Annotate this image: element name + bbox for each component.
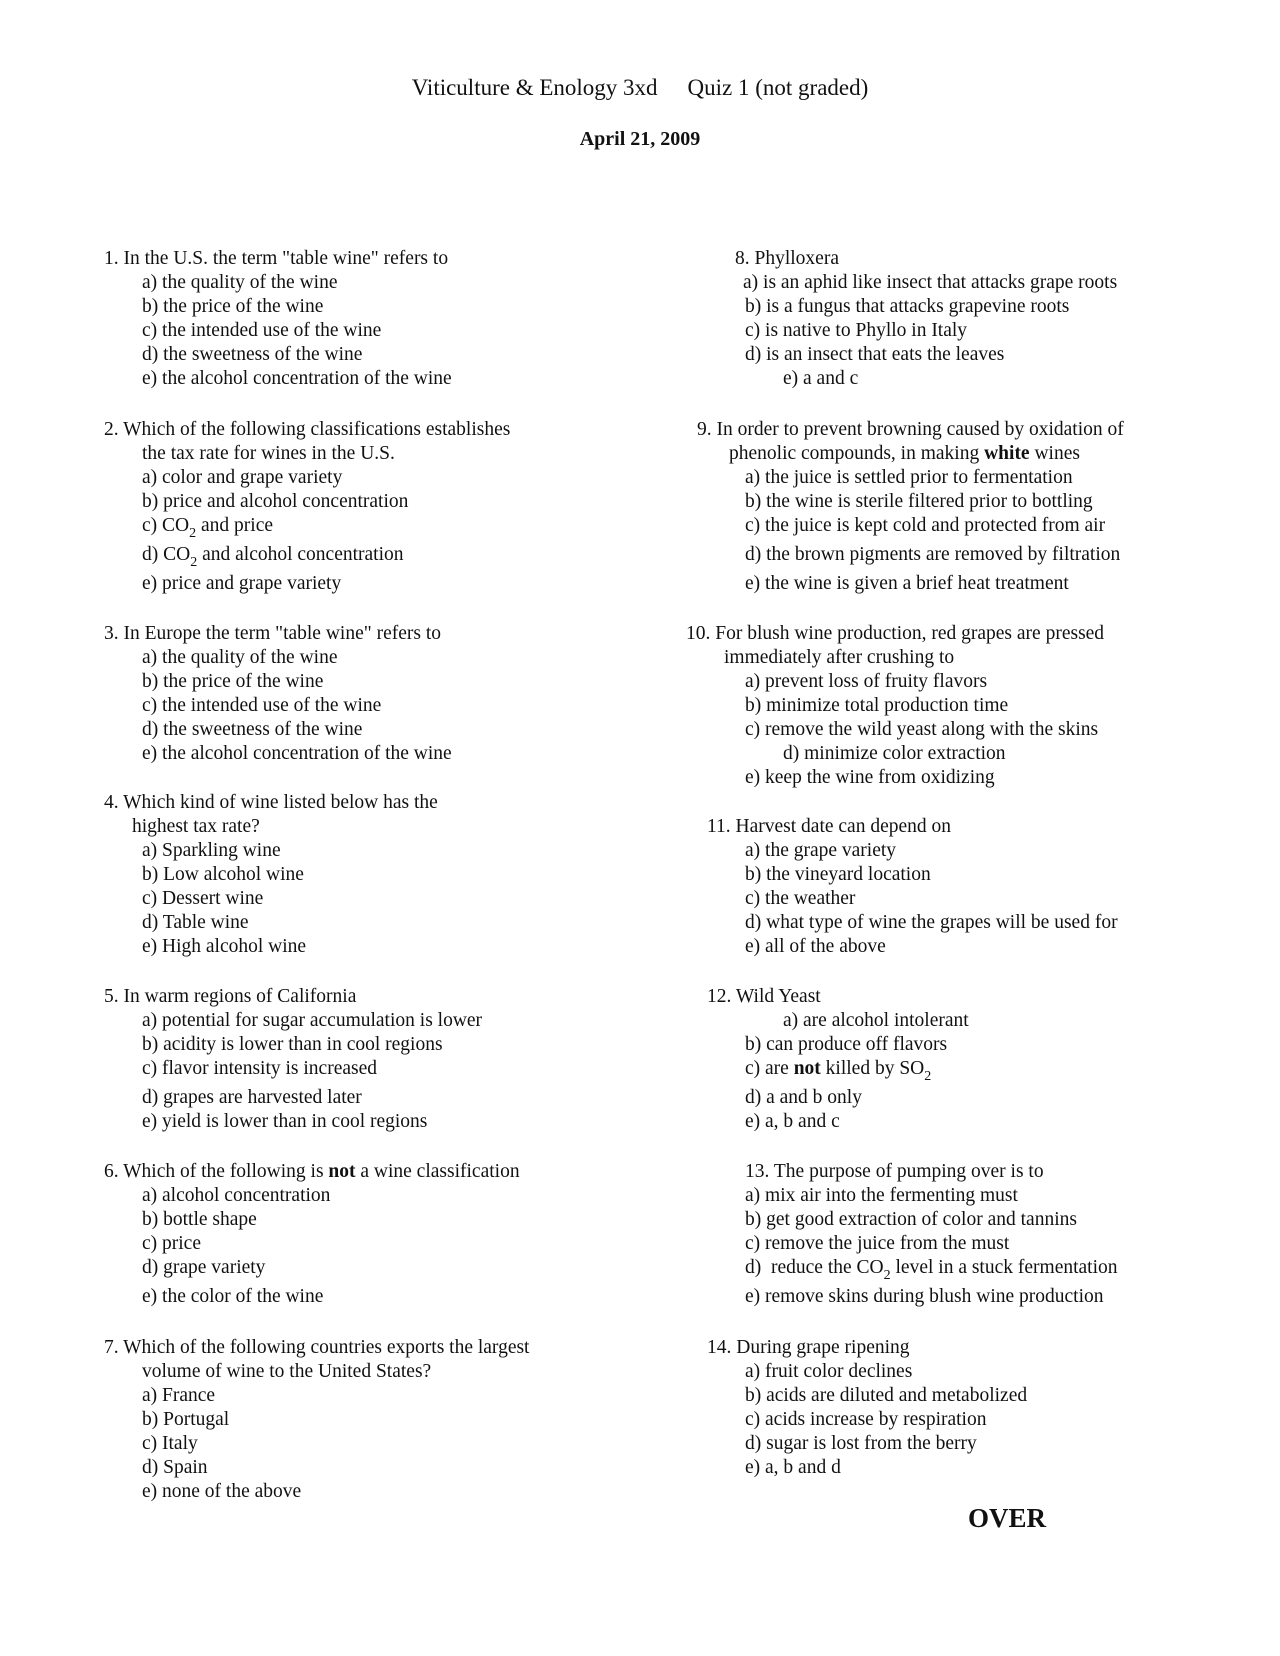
- answer-option: d) grapes are harvested later: [142, 1087, 362, 1108]
- question-stem: 3. In Europe the term "table wine" refers to: [104, 623, 442, 644]
- answer-option: d) the sweetness of the wine: [142, 719, 363, 740]
- answer-option: e) a and c: [783, 368, 859, 389]
- answer-option: b) can produce off flavors: [745, 1034, 948, 1055]
- question-stem: 7. Which of the following countries exports the largest: [104, 1337, 530, 1358]
- answer-option: b) price and alcohol concentration: [142, 491, 409, 512]
- answer-option: a) is an aphid like insect that attacks grape roots: [743, 272, 1118, 293]
- document-title: [0, 75, 1280, 101]
- answer-option: a) the juice is settled prior to fermentation: [745, 467, 1073, 488]
- question-6: [104, 1160, 520, 1309]
- answer-option: a) fruit color declines: [745, 1361, 913, 1382]
- answer-option: c) price: [142, 1233, 201, 1254]
- answer-option: d) a and b only: [745, 1087, 862, 1108]
- question-stem: 1. In the U.S. the term "table wine" refers to: [104, 248, 449, 269]
- answer-option: a) mix air into the fermenting must: [745, 1185, 1018, 1206]
- answer-option: b) the price of the wine: [142, 671, 324, 692]
- question-stem: 10. For blush wine production, red grapes are pressed: [686, 623, 1105, 644]
- answer-option: e) High alcohol wine: [142, 936, 307, 957]
- answer-option: e) the color of the wine: [142, 1286, 324, 1307]
- question-3: [104, 622, 452, 766]
- question-11: [707, 815, 1118, 959]
- answer-option: c) remove the wild yeast along with the skins: [745, 719, 1099, 740]
- question-9: [697, 418, 1124, 596]
- question-stem: 12. Wild Yeast: [707, 986, 821, 1007]
- answer-option: e) the wine is given a brief heat treatment: [745, 573, 1069, 594]
- answer-option: e) all of the above: [745, 936, 886, 957]
- question-14: [707, 1336, 1027, 1480]
- answer-option: e) remove skins during blush wine production: [745, 1286, 1104, 1307]
- answer-option: c) the intended use of the wine: [142, 320, 382, 341]
- answer-option: d) Table wine: [142, 912, 249, 933]
- answer-option: a) France: [142, 1385, 216, 1406]
- answer-option: e) yield is lower than in cool regions: [142, 1111, 428, 1132]
- answer-option: c) remove the juice from the must: [745, 1233, 1010, 1254]
- answer-option: c) the juice is kept cold and protected from air: [745, 515, 1106, 536]
- answer-option: c) Italy: [142, 1433, 198, 1454]
- question-2: [104, 418, 510, 596]
- answer-option: b) the wine is sterile filtered prior to bottling: [745, 491, 1093, 512]
- answer-option: c) is native to Phyllo in Italy: [745, 320, 968, 341]
- question-stem: 14. During grape ripening: [707, 1337, 910, 1358]
- answer-option: d) reduce the $CO_2$ level in a stuck fermentation: [745, 1257, 1118, 1283]
- answer-option: d) grape variety: [142, 1257, 266, 1278]
- answer-option: b) Low alcohol wine: [142, 864, 304, 885]
- answer-option: b) bottle shape: [142, 1209, 257, 1230]
- answer-option: a) color and grape variety: [142, 467, 343, 488]
- course-name: Viticulture & Enology 3xd: [411, 75, 658, 100]
- answer-option: d) minimize color extraction: [783, 743, 1006, 764]
- answer-option: b) minimize total production time: [745, 695, 1009, 716]
- over-label: OVER: [968, 1503, 1047, 1533]
- question-stem: 5. In warm regions of California: [104, 986, 357, 1007]
- answer-option: e) price and grape variety: [142, 573, 342, 594]
- question-stem: 9. In order to prevent browning caused by oxidation of: [697, 419, 1124, 440]
- answer-option: c) $CO_2$ and price: [142, 515, 274, 541]
- answer-option: d) the sweetness of the wine: [142, 344, 363, 365]
- answer-option: b) is a fungus that attacks grapevine roots: [745, 296, 1070, 317]
- answer-option: e) a, b and d: [745, 1457, 841, 1478]
- question-12: [707, 985, 969, 1134]
- question-stem: 2. Which of the following classifications establishes: [104, 419, 511, 440]
- answer-option: c) the intended use of the wine: [142, 695, 382, 716]
- answer-option: e) the alcohol concentration of the wine: [142, 743, 452, 764]
- question-4: [104, 791, 438, 959]
- answer-option: b) get good extraction of color and tannins: [745, 1209, 1077, 1230]
- question-10: [686, 622, 1104, 790]
- question-stem-continued: the tax rate for wines in the U.S.: [142, 443, 395, 464]
- question-stem: 6. Which of the following is not a wine classification: [104, 1161, 520, 1182]
- question-8: [735, 247, 1117, 391]
- question-stem-continued: phenolic compounds, in making white wines: [729, 443, 1080, 464]
- answer-option: b) Portugal: [142, 1409, 230, 1430]
- answer-option: c) flavor intensity is increased: [142, 1058, 377, 1079]
- answer-option: a) the quality of the wine: [142, 647, 338, 668]
- question-stem-continued: immediately after crushing to: [724, 647, 955, 668]
- question-13: [745, 1160, 1118, 1309]
- question-stem: 4. Which kind of wine listed below has the: [104, 792, 438, 813]
- quiz-name: Quiz 1 (not graded): [687, 75, 869, 100]
- question-stem: 13. The purpose of pumping over is to: [745, 1161, 1044, 1182]
- answer-option: b) the vineyard location: [745, 864, 931, 885]
- question-stem: 11. Harvest date can depend on: [707, 816, 952, 837]
- question-7: [104, 1336, 529, 1504]
- answer-option: e) a, b and c: [745, 1111, 840, 1132]
- answer-option: e) keep the wine from oxidizing: [745, 767, 995, 788]
- answer-option: e) the alcohol concentration of the wine: [142, 368, 452, 389]
- answer-option: b) acidity is lower than in cool regions: [142, 1034, 443, 1055]
- answer-option: c) are not killed by $SO_2$: [745, 1058, 932, 1084]
- answer-option: c) the weather: [745, 888, 856, 909]
- answer-option: a) the quality of the wine: [142, 272, 338, 293]
- answer-option: a) potential for sugar accumulation is lower: [142, 1010, 483, 1031]
- answer-option: a) the grape variety: [745, 840, 897, 861]
- question-stem: 8. Phylloxera: [735, 248, 839, 269]
- answer-option: c) Dessert wine: [142, 888, 264, 909]
- question-stem-continued: highest tax rate?: [132, 816, 260, 837]
- answer-option: a) prevent loss of fruity flavors: [745, 671, 988, 692]
- answer-option: c) acids increase by respiration: [745, 1409, 987, 1430]
- question-1: [104, 247, 452, 391]
- answer-option: d) Spain: [142, 1457, 208, 1478]
- answer-option: d) $CO_2$ and alcohol concentration: [142, 544, 404, 570]
- answer-option: b) acids are diluted and metabolized: [745, 1385, 1028, 1406]
- answer-option: e) none of the above: [142, 1481, 302, 1502]
- answer-option: d) is an insect that eats the leaves: [745, 344, 1005, 365]
- question-stem-continued: volume of wine to the United States?: [142, 1361, 432, 1382]
- answer-option: d) the brown pigments are removed by filtration: [745, 544, 1121, 565]
- answer-option: d) sugar is lost from the berry: [745, 1433, 977, 1454]
- answer-option: b) the price of the wine: [142, 296, 324, 317]
- answer-option: d) what type of wine the grapes will be used for: [745, 912, 1118, 933]
- answer-option: a) alcohol concentration: [142, 1185, 331, 1206]
- quiz-date: April 21, 2009: [579, 128, 701, 150]
- answer-option: a) are alcohol intolerant: [783, 1010, 969, 1031]
- answer-option: a) Sparkling wine: [142, 840, 281, 861]
- question-5: [104, 985, 482, 1134]
